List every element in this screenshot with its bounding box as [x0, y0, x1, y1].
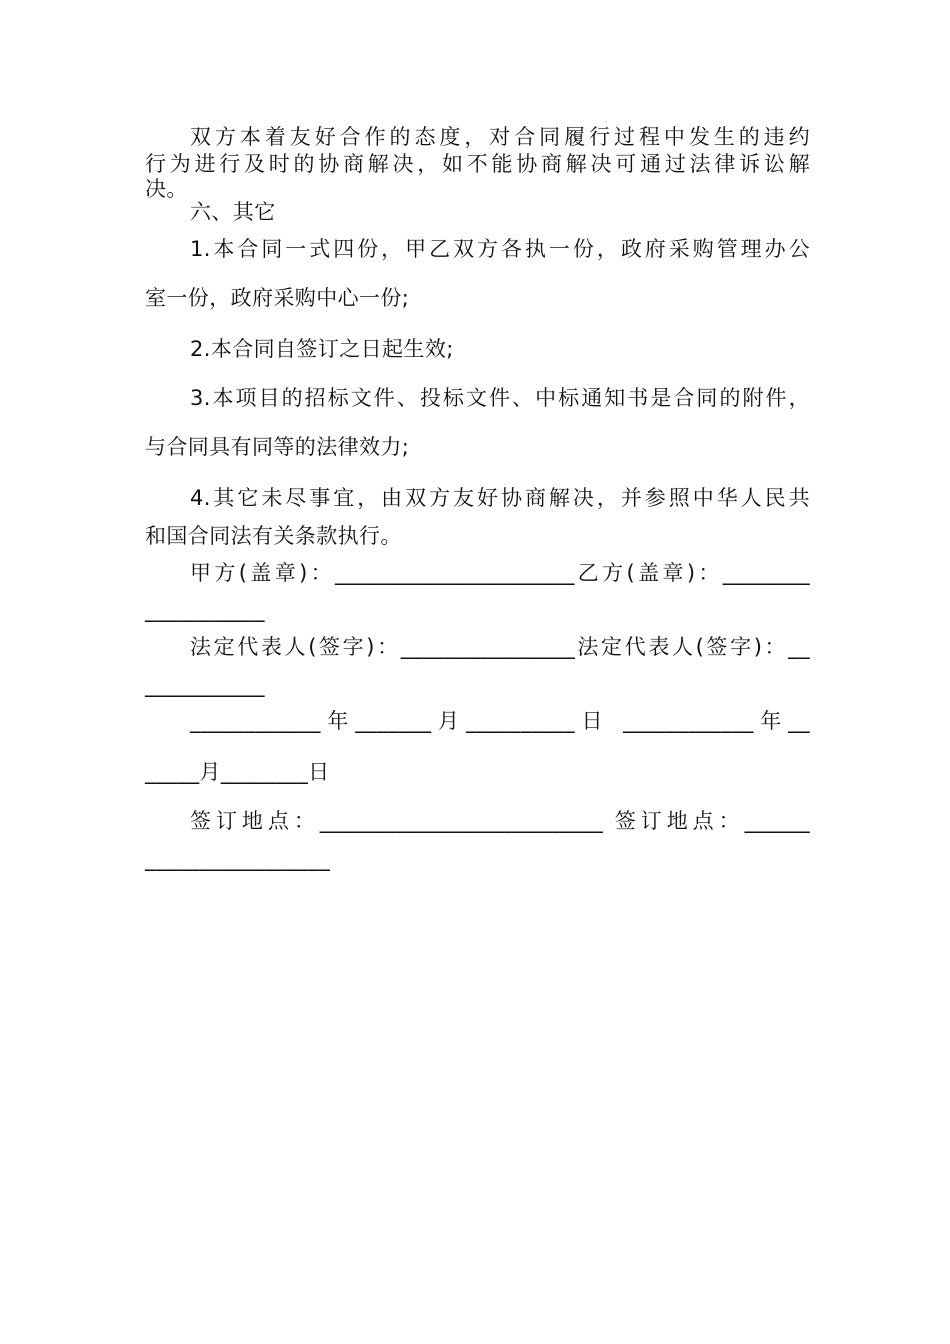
clause-3-line-2: 与合同具有同等的法律效力; — [145, 435, 410, 459]
dispute-paragraph-line-3: 决。 — [145, 177, 188, 201]
clause-4-line-2: 和国合同法有关条款执行。 — [145, 524, 402, 548]
clause-3-line-1: 3.本项目的招标文件、投标文件、中标通知书是合同的附件， — [190, 386, 810, 410]
clause-1-line-1: 1.本合同一式四份，甲乙双方各执一份，政府采购管理办公 — [190, 237, 810, 261]
signing-place-continuation: _________________ — [145, 847, 331, 871]
dispute-paragraph-line-1: 双方本着友好合作的态度，对合同履行过程中发生的违约 — [190, 125, 810, 149]
signature-date-continuation: _____月________日 — [145, 760, 330, 784]
clause-4-line-1: 4.其它未尽事宜，由双方友好协商解决，并参照中华人民共 — [190, 486, 810, 510]
party-seal-line: 甲方(盖章)：______________________乙方(盖章)：________ — [190, 561, 810, 585]
legal-representative-continuation: ___________ — [145, 673, 265, 697]
party-seal-continuation: ___________ — [145, 598, 265, 622]
section-heading: 六、其它 — [190, 200, 276, 224]
legal-representative-line: 法定代表人(签字)：________________法定代表人(签字)：__ — [190, 635, 810, 659]
dispute-paragraph-line-2: 行为进行及时的协商解决，如不能协商解决可通过法律诉讼解 — [145, 152, 810, 176]
signing-place-line: 签订地点：__________________________ 签订地点：______ — [190, 809, 810, 833]
clause-2: 2.本合同自签订之日起生效; — [190, 337, 454, 361]
signature-date-line: ____________年_______月__________日 ____________年__ — [190, 709, 810, 733]
clause-1-line-2: 室一份，政府采购中心一份; — [145, 286, 410, 310]
